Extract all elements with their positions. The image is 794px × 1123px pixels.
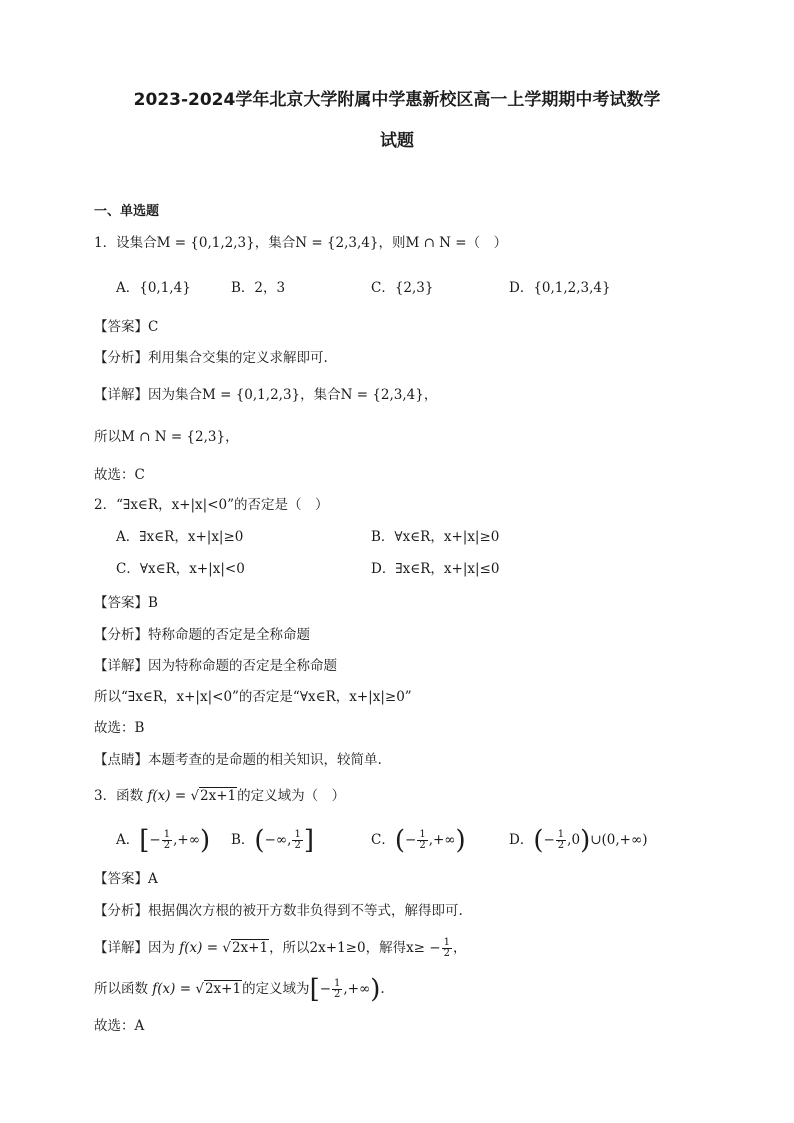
detail-text-a: 因为 xyxy=(148,940,175,956)
sqrt-expr: √2x+1 xyxy=(195,981,242,997)
sqrt-expr: √2x+1 xyxy=(190,788,237,804)
radicand: 2x+1 xyxy=(231,940,269,956)
analysis-text: 利用集合交集的定义求解即可. xyxy=(148,350,328,366)
q1-detail xyxy=(94,386,437,404)
answer-value: B xyxy=(148,595,158,611)
q2-stem: 2．“∃x∈R，x+|x|<0”的否定是（ ） xyxy=(94,497,329,513)
q1-option-c: C．{2,3} xyxy=(371,280,434,296)
detail-text-b: ，所以2x+1≥0，解得x≥ − xyxy=(269,940,441,956)
detail2-text-a: 所以函数 xyxy=(94,981,148,997)
q1-choice: 故选：C xyxy=(94,467,145,483)
document-title-line1: 2023-2024学年北京大学附属中学惠新校区高一上学期期中考试数学 xyxy=(133,90,661,110)
detail-tag: 【详解】 xyxy=(94,940,148,956)
q2-choice: 故选：B xyxy=(94,720,145,736)
detail-tag: 【详解】 xyxy=(94,387,148,403)
detail-tag: 【详解】 xyxy=(94,658,148,674)
q2-option-c: C．∀x∈R，x+|x|<0 xyxy=(116,561,245,577)
q1-option-b: B．2，3 xyxy=(231,280,286,296)
comment-tag: 【点睛】 xyxy=(94,752,148,768)
q2-answer xyxy=(94,594,158,612)
q3-answer xyxy=(94,870,158,888)
fraction: $\frac{1}{2}$ xyxy=(443,937,450,959)
analysis-tag: 【分析】 xyxy=(94,350,148,366)
analysis-tag: 【分析】 xyxy=(94,627,148,643)
q1-analysis xyxy=(94,349,328,367)
fraction: $\frac{1}{2}$ xyxy=(334,978,341,1000)
sqrt-expr: √2x+1 xyxy=(222,940,269,956)
option-label: C． xyxy=(371,832,395,848)
q2-detail-2: 所以“∃x∈R，x+|x|<0”的否定是“∀x∈R，x+|x|≥0” xyxy=(94,689,412,705)
fraction: $\frac{1}{2}$ xyxy=(419,829,426,851)
q3-stem-prefix: 3．函数 xyxy=(94,788,144,804)
answer-value: C xyxy=(148,319,159,335)
q2-comment xyxy=(94,751,382,769)
fraction: $\frac{1}{2}$ xyxy=(557,829,565,851)
analysis-text: 特称命题的否定是全称命题 xyxy=(148,627,310,643)
q3-detail: 【详解】因为 f(x) = √2x+1，所以2x+1≥0，解得x≥ − $\frac{1}{2}$ ， xyxy=(94,937,467,959)
q1-option-d: D．{0,1,2,3,4} xyxy=(509,280,611,296)
q2-option-b: B．∀x∈R，x+|x|≥0 xyxy=(371,529,500,545)
q3-stem xyxy=(94,787,345,805)
document-title-line2: 试题 xyxy=(380,131,414,151)
answer-tag: 【答案】 xyxy=(94,319,148,335)
function-expr: f(x) = xyxy=(147,788,187,804)
function-expr: f(x) = xyxy=(179,940,219,956)
q3-option-a: A．[− $\frac{1}{2}$ ,+∞) xyxy=(116,825,211,856)
q3-option-c: C．(− $\frac{1}{2}$ ,+∞) xyxy=(371,825,466,856)
q3-choice: 故选：A xyxy=(94,1018,145,1034)
comment-text: 本题考查的是命题的相关知识，较简单. xyxy=(148,752,382,768)
radicand: 2x+1 xyxy=(200,788,237,804)
q3-analysis xyxy=(94,902,463,920)
q1-option-a: A．{0,1,4} xyxy=(116,280,191,296)
fraction: $\frac{1}{2}$ xyxy=(294,829,301,851)
q3-option-d: D．(− $\frac{1}{2}$ ,0)∪(0,+∞) xyxy=(509,825,648,856)
fraction: $\frac{1}{2}$ xyxy=(163,829,171,851)
q2-detail xyxy=(94,657,337,675)
q3-stem-suffix: 的定义域为（ ） xyxy=(237,788,346,804)
q1-answer xyxy=(94,318,158,336)
analysis-tag: 【分析】 xyxy=(94,903,148,919)
detail-text: 因为特称命题的否定是全称命题 xyxy=(148,658,337,674)
radicand: 2x+1 xyxy=(204,981,242,997)
answer-tag: 【答案】 xyxy=(94,871,148,887)
q2-analysis xyxy=(94,626,310,644)
answer-value: A xyxy=(148,871,158,887)
q2-option-d: D．∃x∈R，x+|x|≤0 xyxy=(371,561,500,577)
answer-tag: 【答案】 xyxy=(94,595,148,611)
option-label: D． xyxy=(509,832,534,848)
q1-detail-2: 所以M ∩ N = {2,3}， xyxy=(94,429,239,445)
q3-detail-2: 所以函数 f(x) = √2x+1的定义域为[− $\frac{1}{2}$ ,+∞). xyxy=(94,974,385,1005)
option-label: B． xyxy=(231,832,255,848)
function-expr: f(x) = xyxy=(152,981,192,997)
detail-text: 因为集合M = {0,1,2,3}，集合N = {2,3,4}， xyxy=(148,387,438,403)
detail2-text-b: 的定义域为 xyxy=(242,981,310,997)
section-heading: 一、单选题 xyxy=(94,204,160,219)
q1-stem: 1．设集合M = {0,1,2,3}，集合N = {2,3,4}，则M ∩ N =（ ） xyxy=(94,235,508,251)
q2-option-a: A．∃x∈R，x+|x|≥0 xyxy=(116,529,244,545)
q3-option-b: B．(−∞, $\frac{1}{2}$ ] xyxy=(231,825,314,856)
analysis-text: 根据偶次方根的被开方数非负得到不等式，解得即可. xyxy=(148,903,463,919)
option-label: A． xyxy=(116,832,140,848)
